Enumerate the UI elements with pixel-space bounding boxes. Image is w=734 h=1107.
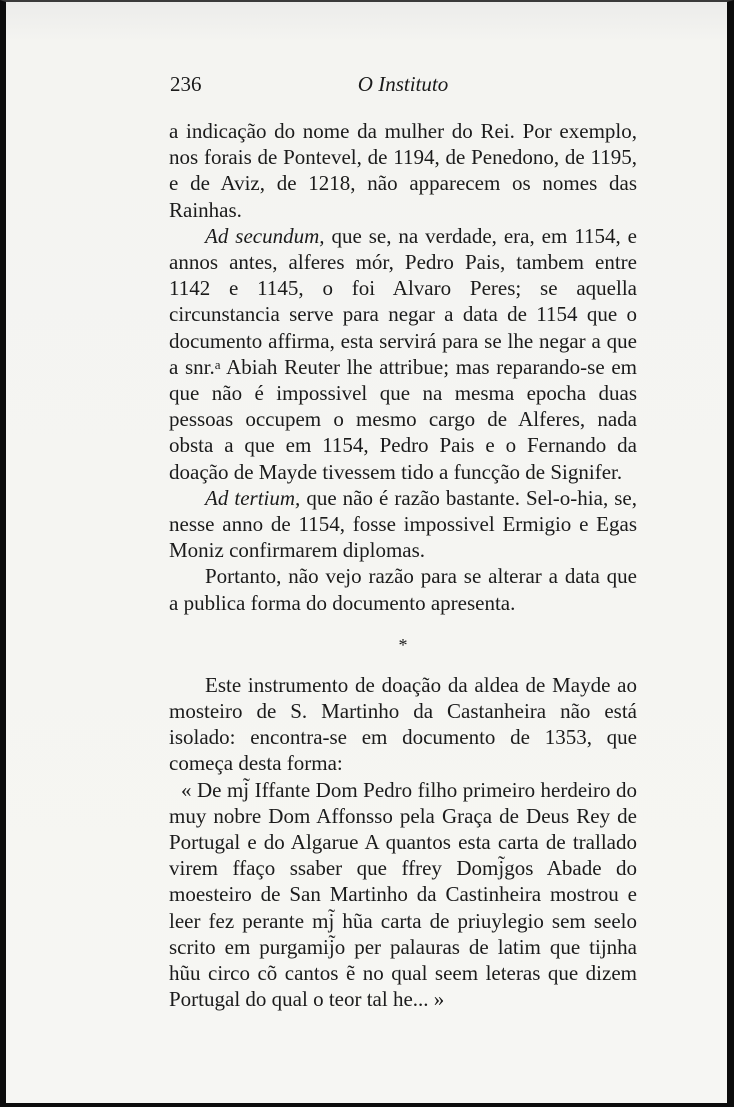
running-title: O Instituto [357, 72, 449, 96]
paragraph-3 [169, 485, 637, 564]
paragraph-2-lead: Ad secundum, [205, 223, 325, 248]
page-number: 236 [170, 72, 202, 96]
paragraph-3-text: que não é razão bastante. Sel-o-hia, se, nesse anno de 1154, fosse impossivel Ermigio e Egas Moniz confirmarem diplomas. [169, 485, 637, 563]
body-text [169, 118, 637, 1013]
paragraph-2-superscript: a [214, 356, 221, 372]
page-header [164, 72, 642, 98]
quoted-document: « De mj̃ Iffante Dom Pedro filho primeiro herdeiro do muy nobre Dom Affonsso pela Graça de Deus Rey de Portugal e do Algarue A quantos esta carta de trallado virem ffaço ssaber que ffrey Domj̃gos Abade do moesteiro de San Martinho da Castinheira mostrou e leer fez perante mj̃ hũa carta de priuylegio sem seelo scrito em purgamij̃o per palauras de latim que tijnha hũu circo cõ cantos ẽ no qual seem leteras que dizem Portugal do qual o teor tal he... » [169, 777, 637, 1012]
section-separator: * [398, 634, 408, 655]
paragraph-2 [169, 223, 637, 485]
paragraph-2-text-b: Abiah Reuter lhe attribue; mas reparando-se em que não é impossivel que na mesma epocha duas pessoas occupem o mesmo cargo de Alferes, nada obsta a que em 1154, Pedro Pais e o Fernando da doação de Mayde tivessem tido a funcção de Signifer. [169, 354, 638, 484]
paragraph-2-text-a: que se, na verdade, era, em 1154, e annos antes, alferes mór, Pedro Pais, tambem entre 1142 e 1145, o foi Alvaro Peres; se aquella circunstancia serve para negar a data de 1154 que o documento affirma, esta servirá para se lhe negar a que a snr. [169, 223, 638, 379]
paragraph-5: Este instrumento de doação da aldea de Mayde ao mosteiro de S. Martinho da Castanheira não está isolado: encontra-se em documento de 1353, que começa desta forma: [169, 672, 637, 776]
paragraph-4: Portanto, não vejo razão para se alterar a data que a publica forma do documento apresenta. [169, 564, 637, 615]
paragraph-1: a indicação do nome da mulher do Rei. Por exemplo, nos forais de Pontevel, de 1194, de Penedono, de 1195, e de Aviz, de 1218, não apparecem os nomes das Rainhas. [169, 119, 637, 222]
paragraph-3-lead: Ad tertium, [205, 485, 301, 510]
